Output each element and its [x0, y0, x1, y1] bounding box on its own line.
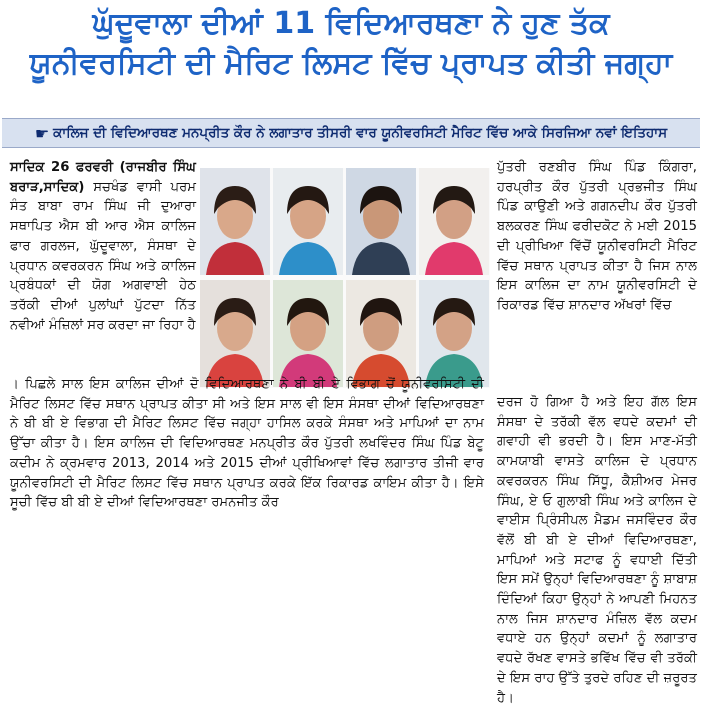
left-column-text: ਸਚਖੰਡ ਵਾਸੀ ਪਰਮ ਸੰਤ ਬਾਬਾ ਰਾਮ ਸਿੰਘ ਜੀ ਦੁਆਰਾ ਸਥਾਪਿਤ ਐਸ ਬੀ ਆਰ ਐਸ ਕਾਲਿਜ ਫਾਰ ਗਰਲਜ, ਘੁੱਦੂਵਾਲਾ, ਸੰਸਥਾ ਦੇ ਪ੍ਰਧਾਨ ਕਵਰਕਰਨ ਸਿੰਘ ਅਤੇ ਕਾਲਿਜ ਪ੍ਰਬੰਧਕਾਂ ਦੀ ਯੋਗ ਅਗਵਾਈ ਹੇਠ ਤਰੱਕੀ ਦੀਆਂ ਪੁਲਾਂਘਾਂ ਪੁੱਟਦਾ ਨਿੱਤ ਨਵੀਆਂ ਮੰਜ਼ਿਲਾਂ ਸਰ ਕਰਦਾ ਜਾ ਰਿਹਾ ਹੈ	[10, 179, 196, 333]
body-right-text: ਦਰਜ ਹੋ ਗਿਆ ਹੈ ਅਤੇ ਇਹ ਗੱਲ ਇਸ ਸੰਸਥਾ ਦੇ ਤਰੱਕੀ ਵੱਲ ਵਧਦੇ ਕਦਮਾਂ ਦੀ ਗਵਾਹੀ ਵੀ ਭਰਦੀ ਹੈ। ਇਸ ਮਾਣ-ਮੱਤੀ ਕਾਮਯਾਬੀ ਵਾਸਤੇ ਕਾਲਿਜ ਦੇ ਪ੍ਰਧਾਨ ਕਵਰਕਰਨ ਸਿੰਘ ਸਿੱਧੂ, ਕੈਸ਼ੀਅਰ ਮੇਜਰ ਸਿੰਘ, ਏ ਓ ਗੁਲਾਬੀ ਸਿੰਘ ਅਤੇ ਕਾਲਿਜ ਦੇ ਵਾਈਸ ਪ੍ਰਿੰਸੀਪਲ ਮੈਡਮ ਜਸਵਿੰਦਰ ਕੌਰ ਵੱਲੋਂ ਬੀ ਬੀ ਏ ਦੀਆਂ ਵਿਦਿਆਰਥਣਾ, ਮਾਪਿਆਂ ਅਤੇ ਸਟਾਫ ਨੂੰ ਵਧਾਈ ਦਿੱਤੀ ਇਸ ਸਮੇਂ ਉਨ੍ਹਾਂ ਵਿਦਿਆਰਥਣਾ ਨੂੰ ਸ਼ਾਬਾਸ਼ ਦਿੰਦਿਆਂ ਕਿਹਾ ਉਨ੍ਹਾਂ ਨੇ ਆਪਣੀ ਮਿਹਨਤ ਨਾਲ ਜਿਸ ਸ਼ਾਨਦਾਰ ਮੰਜ਼ਿਲ ਵੱਲ ਕਦਮ ਵਧਾਏ ਹਨ ਉਨ੍ਹਾਂ ਕਦਮਾਂ ਨੂੰ ਲਗਾਤਾਰ ਵਧਦੇ ਰੱਖਣ ਵਾਸਤੇ ਭਵਿੱਖ ਵਿੱਚ ਵੀ ਤਰੱਕੀ ਦੇ ਇਸ ਰਾਹ ਉੱਤੇ ਤੁਰਦੇ ਰਹਿਣ ਦੀ ਜ਼ਰੂਰਤ ਹੈ।	[497, 395, 697, 706]
dateline: ਸਾਦਿਕ 26 ਫਰਵਰੀ (ਰਾਜਬੀਰ ਸਿੰਘ ਬਰਾੜ,ਸਾਦਿਕ)	[10, 160, 196, 195]
pointing-hand-icon: ☛	[34, 123, 50, 143]
student-photo-3	[346, 168, 416, 275]
article-left-column	[10, 158, 196, 335]
student-photo-2	[273, 168, 343, 275]
subheading-bar	[2, 118, 700, 148]
student-photo-7	[346, 280, 416, 387]
subheading-text: ਕਾਲਿਜ ਦੀ ਵਿਦਿਆਰਥਣ ਮਨਪ੍ਰੀਤ ਕੌਰ ਨੇ ਲਗਾਤਾਰ ਤੀਸਰੀ ਵਾਰ ਯੂਨੀਵਰਸਿਟੀ ਮੈਰਿਟ ਵਿੱਚ ਆਕੇ ਸਿਰਜਿਆ ਨਵਾਂ ਇਤਿਹਾਸ	[53, 125, 668, 141]
headline-line-2: ਯੂਨੀਵਰਸਿਟੀ ਦੀ ਮੈਰਿਟ ਲਿਸਟ ਵਿੱਚ ਪ੍ਰਾਪਤ ਕੀਤੀ ਜਗ੍ਹਾ	[29, 46, 673, 81]
student-photo-4	[419, 168, 489, 275]
article-body-left	[10, 375, 484, 513]
article-body-right	[497, 393, 697, 708]
student-photo-6	[273, 280, 343, 387]
student-photo-8	[419, 280, 489, 387]
headline-line-1: ਘੁੱਦੂਵਾਲਾ ਦੀਆਂ 11 ਵਿਦਿਆਰਥਣਾ ਨੇ ਹੁਣ ਤੱਕ	[92, 6, 610, 41]
student-photo-1	[200, 168, 270, 275]
right-column-text: ਪੁੱਤਰੀ ਰਣਬੀਰ ਸਿੰਘ ਪਿੰਡ ਕਿੰਗਰਾ, ਹਰਪ੍ਰੀਤ ਕੌਰ ਪੁੱਤਰੀ ਪ੍ਰਭਜੀਤ ਸਿੰਘ ਪਿੰਡ ਕਾਉਣੀ ਅਤੇ ਗਗਨਦੀਪ ਕੌਰ ਪੁੱਤਰੀ ਬਲਕਰਣ ਸਿੰਘ ਫਰੀਦਕੋਟ ਨੇ ਮਈ 2015 ਦੀ ਪ੍ਰੀਖਿਆ ਵਿੱਚੋਂ ਯੂਨੀਵਰਸਿਟੀ ਮੈਰਿਟ ਵਿੱਚ ਸਥਾਨ ਪ੍ਰਾਪਤ ਕੀਤਾ ਹੈ ਜਿਸ ਨਾਲ ਇਸ ਕਾਲਿਜ ਦਾ ਨਾਮ ਯੂਨੀਵਰਸਿਟੀ ਦੇ ਰਿਕਾਰਡ ਵਿੱਚ ਸ਼ਾਨਦਾਰ ਅੱਖਰਾਂ ਵਿੱਚ	[497, 160, 697, 313]
student-photos	[200, 168, 490, 388]
student-photo-5	[200, 280, 270, 387]
body-left-text: । ਪਿਛਲੇ ਸਾਲ ਇਸ ਕਾਲਿਜ ਦੀਆਂ ਦੋ ਵਿਦਿਆਰਥਣਾ ਨੇ ਬੀ ਬੀ ਏ ਵਿਭਾਗ ਚੋਂ ਯੂਨੀਵਰਸਿਟੀ ਦੀ ਮੈਰਿਟ ਲਿਸਟ ਵਿੱਚ ਸਥਾਨ ਪ੍ਰਾਪਤ ਕੀਤਾ ਸੀ ਅਤੇ ਇਸ ਸਾਲ ਵੀ ਇਸ ਸੰਸਥਾ ਦੀਆਂ ਵਿਦਿਆਰਥਣਾ ਨੇ ਬੀ ਬੀ ਏ ਵਿਭਾਗ ਦੀ ਮੈਰਿਟ ਲਿਸਟ ਵਿੱਚ ਜਗ੍ਹਾ ਹਾਸਿਲ ਕਰਕੇ ਸੰਸਥਾ ਅਤੇ ਮਾਪਿਆਂ ਦਾ ਨਾਮ ਉੱਚਾ ਕੀਤਾ ਹੈ। ਇਸ ਕਾਲਿਜ ਦੀ ਵਿਦਿਆਰਥਣ ਮਨਪ੍ਰੀਤ ਕੌਰ ਪੁੱਤਰੀ ਲਖਵਿੰਦਰ ਸਿੰਘ ਪਿੰਡ ਬੇਟੂ ਕਦੀਮ ਨੇ ਕ੍ਰਮਵਾਰ 2013, 2014 ਅਤੇ 2015 ਦੀਆਂ ਪ੍ਰੀਖਿਆਵਾਂ ਵਿੱਚ ਲਗਾਤਾਰ ਤੀਜੀ ਵਾਰ ਯੂਨੀਵਰਸਿਟੀ ਦੀ ਮੈਰਿਟ ਲਿਸਟ ਵਿੱਚ ਸਥਾਨ ਪ੍ਰਾਪਤ ਕਰਕੇ ਇੱਕ ਰਿਕਾਰਡ ਕਾਇਮ ਕੀਤਾ ਹੈ। ਇਸੇ ਸੂਚੀ ਵਿੱਚ ਬੀ ਬੀ ਏ ਦੀਆਂ ਵਿਦਿਆਰਥਣਾ ਰਮਨਜੀਤ ਕੌਰ	[10, 377, 484, 511]
article-right-column	[497, 158, 697, 316]
headline	[0, 4, 702, 84]
